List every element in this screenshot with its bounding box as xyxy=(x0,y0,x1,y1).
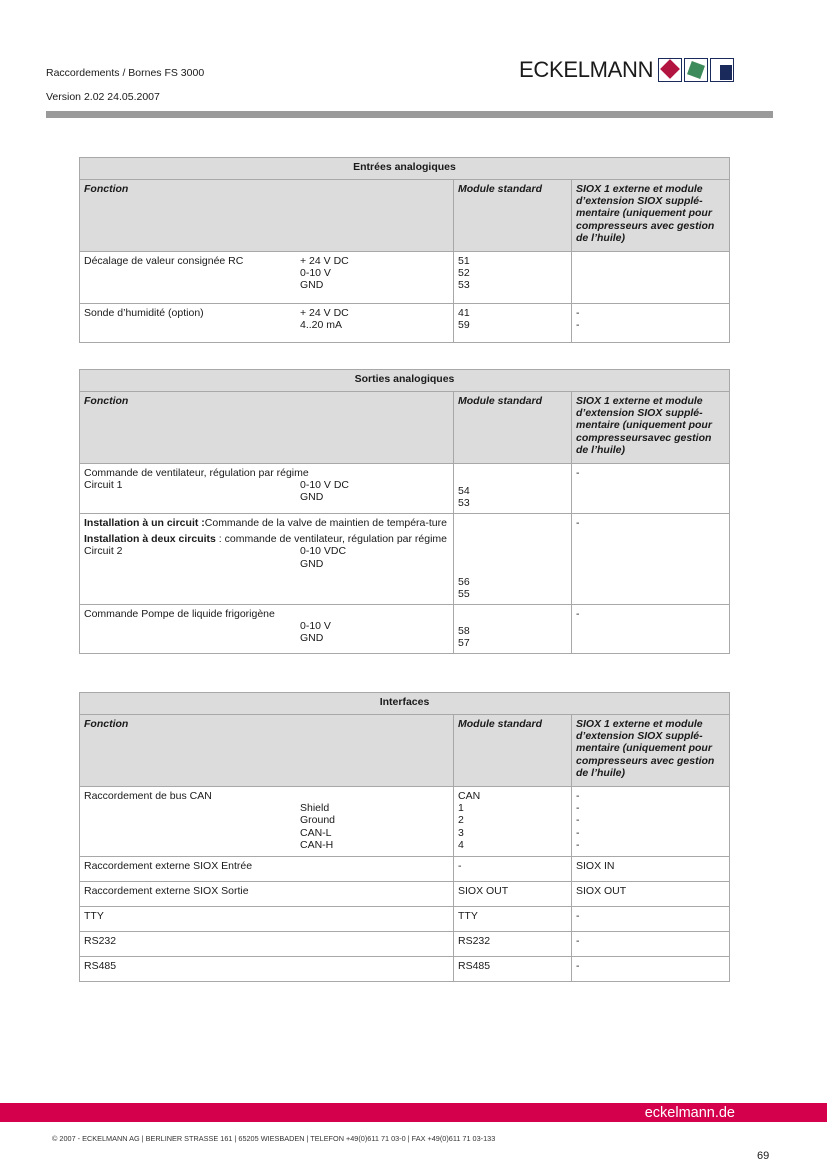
col-header-standard: Module standard xyxy=(454,180,572,252)
signal: + 24 V DC xyxy=(300,255,349,267)
siox-terminal: - xyxy=(576,838,580,851)
table-row xyxy=(80,932,730,957)
siox-terminal: - xyxy=(572,957,730,982)
terminal: SIOX OUT xyxy=(454,882,572,907)
terminal: 54 xyxy=(458,484,470,497)
siox-terminal: - xyxy=(576,826,580,839)
install-two-circuits-text: : commande de ventilateur, régulation par régime xyxy=(215,533,448,546)
terminal: 56 xyxy=(458,575,470,588)
terminal: 4 xyxy=(458,838,464,851)
terminal: RS232 xyxy=(454,932,572,957)
row-function-name: Sonde d’humidité (option) xyxy=(84,307,204,319)
terminal: 58 xyxy=(458,624,470,637)
terminal: 1 xyxy=(458,802,464,815)
table-row xyxy=(80,857,730,882)
table-row xyxy=(80,252,730,304)
install-one-circuit-label: Installation à un circuit : xyxy=(84,517,205,529)
terminal: 53 xyxy=(458,279,470,292)
row-function-name: Raccordement externe SIOX Entrée xyxy=(80,857,454,882)
page-number: 69 xyxy=(757,1150,770,1162)
row-function-name: Raccordement externe SIOX Sortie xyxy=(80,882,454,907)
col-header-fonction: Fonction xyxy=(80,715,454,787)
row-function-name: RS485 xyxy=(80,957,454,982)
signal: GND xyxy=(300,557,324,570)
table-row xyxy=(80,304,730,343)
siox-terminal: - xyxy=(576,802,580,815)
table-interfaces xyxy=(79,692,730,982)
terminal: 57 xyxy=(458,636,470,649)
logo-diamond-icon xyxy=(658,58,682,82)
signal: Ground xyxy=(300,814,336,827)
terminal: 51 xyxy=(458,255,470,267)
row-function-name: Commande de ventilateur, régulation par régime xyxy=(84,467,309,479)
terminal: CAN xyxy=(458,790,481,802)
signal: + 24 V DC xyxy=(300,307,349,319)
table-entrees-analogiques xyxy=(79,157,730,343)
row-function-name: RS232 xyxy=(80,932,454,957)
terminal: 53 xyxy=(458,496,470,509)
siox-terminal: - xyxy=(576,319,580,332)
section-title: Entrées analogiques xyxy=(80,158,730,180)
table-row xyxy=(80,882,730,907)
table-row xyxy=(80,464,730,514)
signal: GND xyxy=(300,632,324,645)
col-header-fonction: Fonction xyxy=(80,392,454,464)
siox-terminal: - xyxy=(572,464,730,514)
logo-text: ECKELMANN xyxy=(519,57,654,82)
col-header-standard: Module standard xyxy=(454,715,572,787)
table-row xyxy=(80,605,730,654)
table-row xyxy=(80,787,730,857)
terminal: 2 xyxy=(458,814,464,827)
col-header-standard: Module standard xyxy=(454,392,572,464)
terminal: 52 xyxy=(458,267,470,280)
header-rule xyxy=(46,111,773,118)
logo-tilted-square-icon xyxy=(684,58,708,82)
table-row xyxy=(80,514,730,605)
row-function-name: Raccordement de bus CAN xyxy=(84,790,212,802)
signal: GND xyxy=(300,491,324,504)
col-header-siox: SIOX 1 externe et module d’extension SIOX supplé-mentaire (uniquement pour compresseurs avec gestion de l’huile) xyxy=(572,715,730,787)
signal: 4..20 mA xyxy=(300,319,343,332)
signal: 0-10 V xyxy=(300,620,331,633)
table-row xyxy=(80,907,730,932)
signal: CAN-L xyxy=(300,826,332,839)
terminal: - xyxy=(454,857,572,882)
circuit-label: Circuit 1 xyxy=(84,479,123,492)
document-version: Version 2.02 24.05.2007 xyxy=(46,91,160,103)
terminal: 55 xyxy=(458,587,470,600)
row-function-name: TTY xyxy=(80,907,454,932)
install-two-circuits-label: Installation à deux circuits xyxy=(84,533,216,546)
signal: 0-10 V DC xyxy=(300,479,350,492)
section-title: Sorties analogiques xyxy=(80,370,730,392)
install-one-circuit-text: Commande de la valve de maintien de tempéra-ture xyxy=(204,517,447,529)
section-title: Interfaces xyxy=(80,693,730,715)
signal: GND xyxy=(300,279,324,292)
siox-terminal: - xyxy=(572,514,730,605)
terminal: 41 xyxy=(458,307,470,319)
row-function-name: Commande Pompe de liquide frigorigène xyxy=(84,608,275,620)
siox-terminal: - xyxy=(572,932,730,957)
signal: Shield xyxy=(300,802,330,815)
signal: 0-10 V xyxy=(300,267,331,280)
siox-terminal: - xyxy=(576,307,580,319)
document-title: Raccordements / Bornes FS 3000 xyxy=(46,67,205,79)
terminal: RS485 xyxy=(454,957,572,982)
siox-terminal: - xyxy=(576,790,580,802)
siox-terminal: - xyxy=(576,814,580,827)
row-function-name: Décalage de valeur consignée RC xyxy=(84,255,244,267)
signal: CAN-H xyxy=(300,838,334,851)
siox-terminal: SIOX OUT xyxy=(572,882,730,907)
siox-terminal: SIOX IN xyxy=(572,857,730,882)
footer-website-link[interactable]: eckelmann.de xyxy=(644,1105,735,1121)
footer-legal-text: © 2007 - ECKELMANN AG | BERLINER STRASSE 161 | 65205 WIESBADEN | TELEFON +49(0)611 71 03-0 | FAX +49(0)611 71 03-133 xyxy=(52,1134,496,1143)
siox-terminal: - xyxy=(572,605,730,654)
col-header-fonction: Fonction xyxy=(80,180,454,252)
siox-terminal: - xyxy=(572,907,730,932)
eckelmann-logo xyxy=(519,55,734,85)
signal: 0-10 VDC xyxy=(300,545,347,558)
terminal: 59 xyxy=(458,319,470,332)
table-sorties-analogiques xyxy=(79,369,730,654)
terminal: TTY xyxy=(454,907,572,932)
table-row xyxy=(80,957,730,982)
logo-square-icon xyxy=(710,58,734,82)
circuit-label: Circuit 2 xyxy=(84,545,123,558)
col-header-siox: SIOX 1 externe et module d’extension SIOX supplé-mentaire (uniquement pour compresseurs avec gestion de l’huile) xyxy=(572,180,730,252)
col-header-siox: SIOX 1 externe et module d’extension SIOX supplé-mentaire (uniquement pour compresseursavec gestion de l’huile) xyxy=(572,392,730,464)
siox-cell xyxy=(572,252,730,304)
terminal: 3 xyxy=(458,826,464,839)
